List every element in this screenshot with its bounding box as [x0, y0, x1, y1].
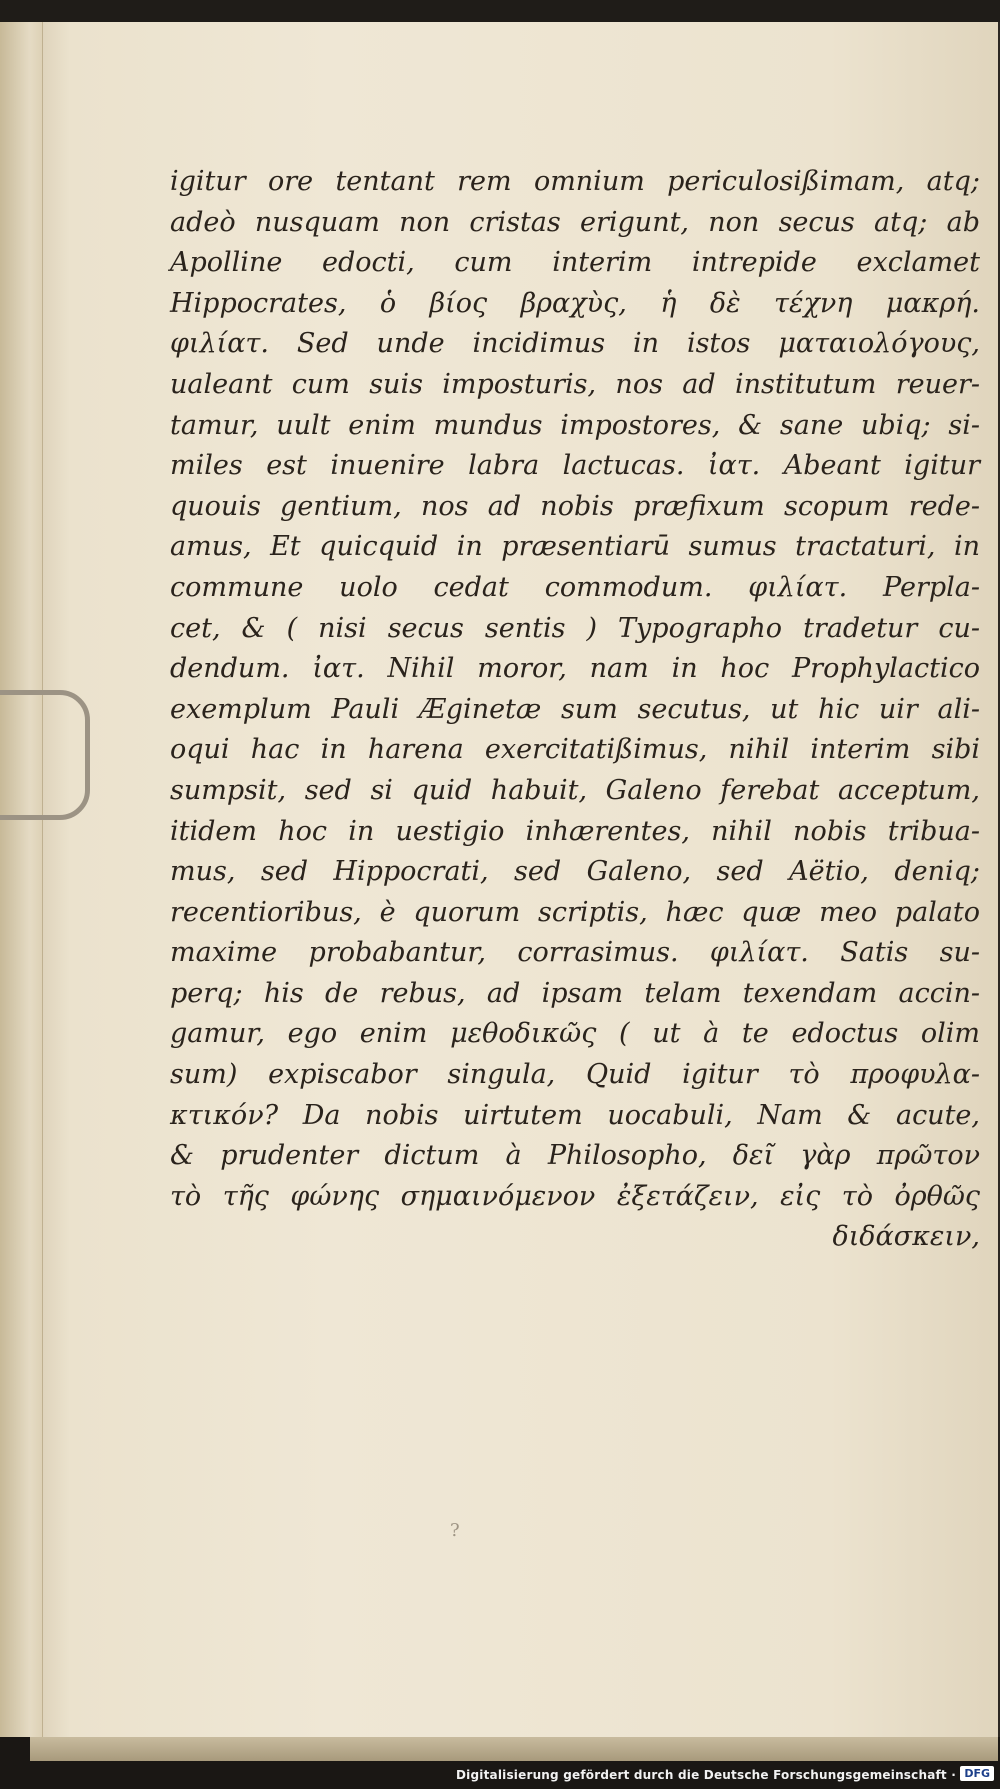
text-line: cet, & ( nisi secus sentis ) Typographo tradetur cu- — [170, 612, 980, 644]
text-line: ualeant cum suis imposturis, nos ad institutum reuer- — [170, 368, 980, 400]
text-line: gamur, ego enim μεθοδικῶς ( ut à te edoctus olim — [170, 1018, 980, 1050]
text-line: adeò nusquam non cristas erigunt, non secus atq; ab — [170, 206, 980, 238]
text-line: Hippocrates, ὁ βίος βραχὺς, ἡ δὲ τέχνη μακρή. — [170, 287, 980, 319]
page-bottom-edge — [30, 1737, 998, 1761]
text-line: perq; his de rebus, ad ipsam telam texendam accin- — [170, 977, 980, 1009]
text-line: φιλίατ. Sed unde incidimus in istos ματαιολόγους, — [170, 328, 980, 360]
text-line: dendum. ἰατ. Nihil moror, nam in hoc Prophylactico — [170, 653, 980, 685]
text-line: τὸ τῆς φώνης σημαινόμενον ἐξετάζειν, εἰς τὸ ὀρθῶς — [170, 1180, 980, 1212]
text-line: sum) expiscabor singula, Quid igitur τὸ προφυλα- — [170, 1059, 980, 1091]
text-line: Apolline edocti, cum interim intrepide exclamet — [170, 247, 980, 279]
text-line: quouis gentium, nos ad nobis præfixum scopum rede- — [170, 490, 980, 522]
text-line: maxime probabantur, corrasimus. φιλίατ. Satis su- — [170, 937, 980, 969]
text-line-catchword: διδάσκειν, — [832, 1221, 980, 1253]
book-clasp — [0, 690, 90, 820]
text-line: itidem hoc in uestigio inhærentes, nihil nobis tribua- — [170, 815, 980, 847]
text-line: sumpsit, sed si quid habuit, Galeno ferebat acceptum, — [170, 774, 980, 806]
scan-top-edge — [0, 0, 1000, 22]
text-line: recentioribus, è quorum scriptis, hæc quæ meo palato — [170, 896, 980, 928]
page-gutter — [0, 22, 43, 1737]
text-line: tamur, uult enim mundus impostores, & sane ubiq; si- — [170, 409, 980, 441]
text-line: igitur ore tentant rem omnium periculosißimam, atq; — [170, 166, 980, 197]
folio-mark: ? — [450, 1520, 460, 1541]
text-line: κτικόν? Da nobis uirtutem uocabuli, Nam & acute, — [170, 1099, 980, 1131]
text-line: & prudenter dictum à Philosopho, δεῖ γὰρ πρῶτον — [170, 1140, 980, 1172]
text-line: oqui hac in harena exercitatißimus, nihil interim sibi — [170, 734, 980, 766]
text-line: exemplum Pauli Æginetæ sum secutus, ut hic uir ali- — [170, 693, 980, 725]
text-line: mus, sed Hippocrati, sed Galeno, sed Aëtio, deniq; — [170, 856, 980, 888]
dfg-logo: DFG — [960, 1766, 994, 1781]
text-line: commune uolo cedat commodum. φιλίατ. Perpla- — [170, 571, 980, 603]
page-text — [170, 162, 980, 1258]
text-line: amus, Et quicquid in præsentiarū sumus tractaturi, in — [170, 531, 980, 563]
digitization-credit: Digitalisierung gefördert durch die Deutsche Forschungsgemeinschaft · — [456, 1768, 956, 1782]
text-line: miles est inuenire labra lactucas. ἰατ. Abeant igitur — [170, 450, 980, 482]
